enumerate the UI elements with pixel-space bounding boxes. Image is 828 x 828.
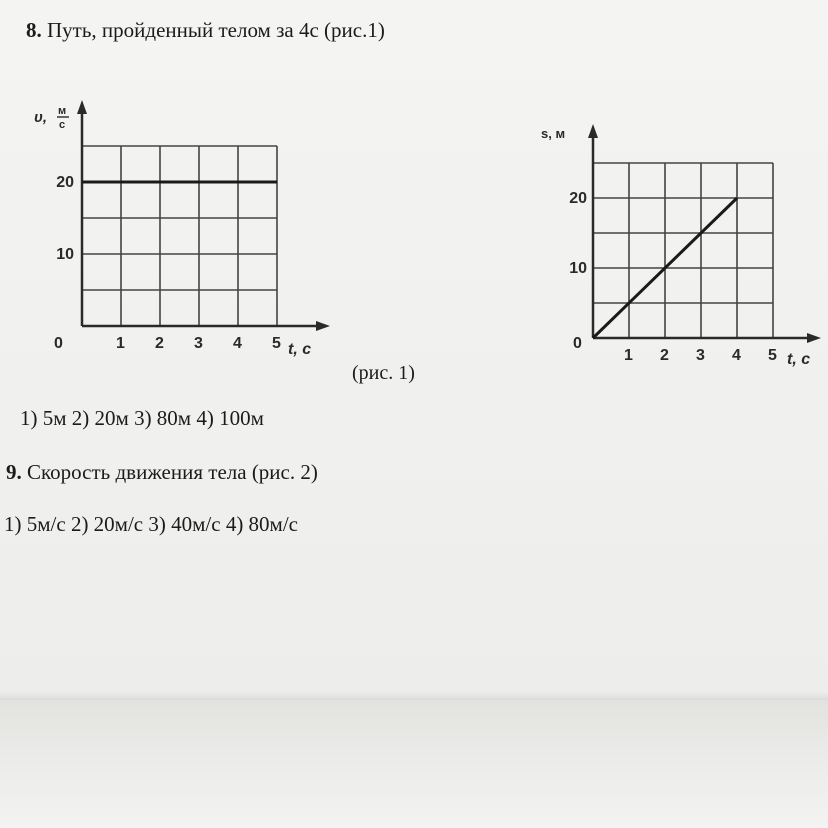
graph-1-y-tick-label: 0: [54, 335, 63, 352]
graph-1-y-tick-label: 10: [56, 246, 74, 263]
distance-x-label: t, с: [787, 351, 811, 368]
velocity-y-unit-den: с: [59, 119, 66, 131]
figure-1-caption: (рис. 1): [352, 362, 415, 384]
question-8: [26, 20, 385, 41]
velocity-y-unit-num: м: [58, 105, 67, 117]
graph-2-y-tick-label: 10: [569, 260, 587, 277]
question-9-number: 9.: [6, 460, 22, 484]
graph-2-y-tick-label: 20: [569, 190, 587, 207]
distance-graph: [535, 118, 828, 380]
graph-2-x-tick-label: 4: [732, 347, 741, 364]
velocity-x-label: t, с: [288, 341, 312, 358]
graph-1-x-tick-label: 3: [194, 335, 203, 352]
velocity-graph: [20, 92, 340, 372]
velocity-grid: [82, 146, 277, 326]
graph-1-x-tick-label: 4: [233, 335, 242, 352]
graph-2-y-tick-label: 0: [573, 335, 582, 352]
desk-surface: [0, 700, 828, 828]
distance-x-arrow: [807, 333, 821, 343]
graph-2-x-tick-label: 3: [696, 347, 705, 364]
answers-9: 1) 5м/с 2) 20м/с 3) 40м/с 4) 80м/с: [4, 512, 298, 536]
graph-1-x-tick-label: 5: [272, 335, 281, 352]
graph-2-x-tick-label: 2: [660, 347, 669, 364]
graph-2-x-tick-label: 1: [624, 347, 633, 364]
question-8-text: Путь, пройденный телом за 4с (рис.1): [47, 18, 385, 42]
graph-1-x-tick-label: 1: [116, 335, 125, 352]
question-9-text: Скорость движения тела (рис. 2): [27, 460, 318, 484]
distance-y-label: s, м: [541, 126, 566, 141]
velocity-x-arrow: [316, 321, 330, 331]
distance-y-arrow: [588, 124, 598, 138]
question-9: [6, 462, 318, 483]
velocity-y-arrow: [77, 100, 87, 114]
graph-2-x-tick-label: 5: [768, 347, 777, 364]
graph-1-x-tick-label: 2: [155, 335, 164, 352]
velocity-y-symbol: υ,: [34, 109, 48, 126]
answers-8: 1) 5м 2) 20м 3) 80м 4) 100м: [20, 406, 264, 430]
graph-1-y-tick-label: 20: [56, 174, 74, 191]
question-8-number: 8.: [26, 18, 42, 42]
